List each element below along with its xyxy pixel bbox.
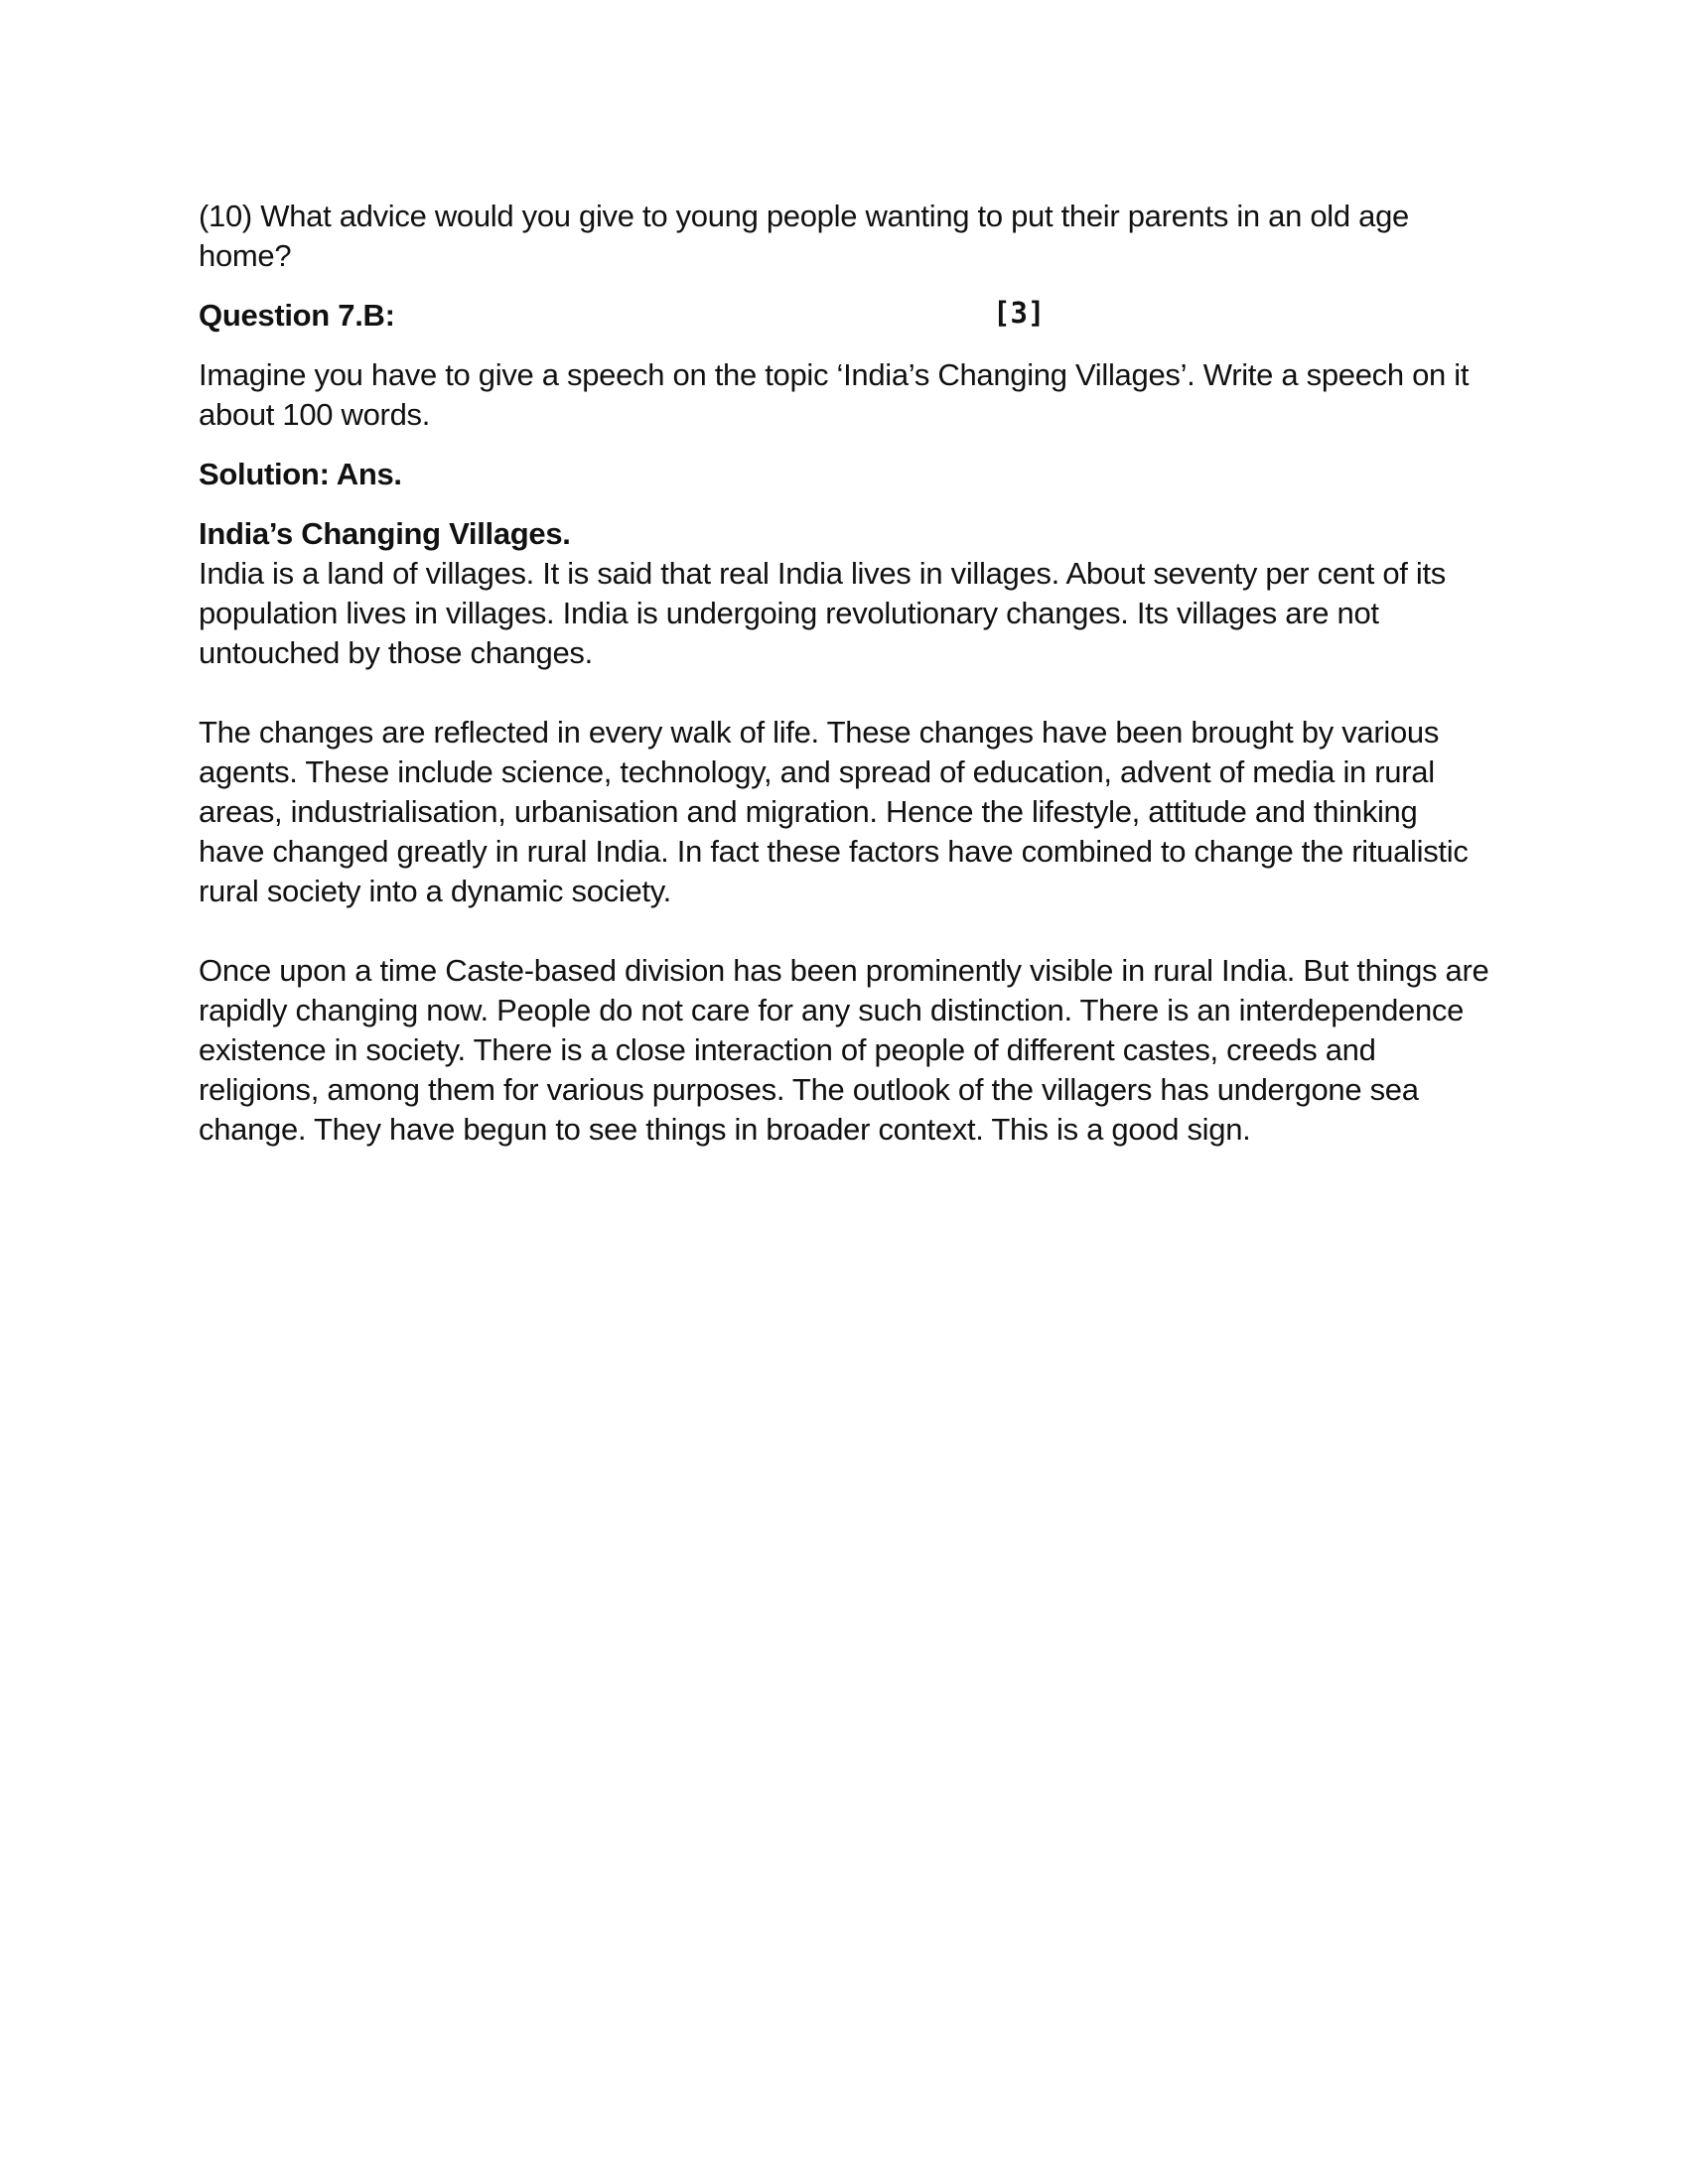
speech-paragraph-1: India is a land of villages. It is said that real India lives in villages. About seventy per cent of its population lives in villages. India is undergoing revolutionary changes. Its villages are not untouched by those changes. — [199, 556, 1446, 670]
question-header — [199, 296, 1489, 336]
question-marks: [3] — [993, 296, 1046, 330]
previous-question-text: (10) What advice would you give to young people wanting to put their parents in an old age home? — [199, 199, 1409, 273]
speech-paragraph-3: Once upon a time Caste-based division has been prominently visible in rural India. But things are rapidly changing now. People do not care for any such distinction. There is an interdependence existence in society. There is a close interaction of people of different castes, creeds and religions, among them for various purposes. The outlook of the villagers has undergone sea change. They have begun to see things in broader context. This is a good sign. — [199, 953, 1489, 1147]
question-prompt: Imagine you have to give a speech on the topic ‘India’s Changing Villages’. Write a speech on it about 100 words. — [199, 357, 1470, 432]
solution-label: Solution: Ans. — [199, 457, 402, 491]
question-label: Question 7.B: — [199, 298, 395, 333]
speech-paragraph-2: The changes are reflected in every walk of life. These changes have been brought by various agents. These include science, technology, and spread of education, advent of media in rural areas, industrialisation, urbanisation and migration. Hence the lifestyle, attitude and thinking have changed greatly in rural India. In fact these factors have combined to change the ritualistic rural society into a dynamic society. — [199, 715, 1469, 908]
speech-title: India’s Changing Villages. — [199, 516, 571, 551]
document-page — [199, 197, 1489, 1150]
